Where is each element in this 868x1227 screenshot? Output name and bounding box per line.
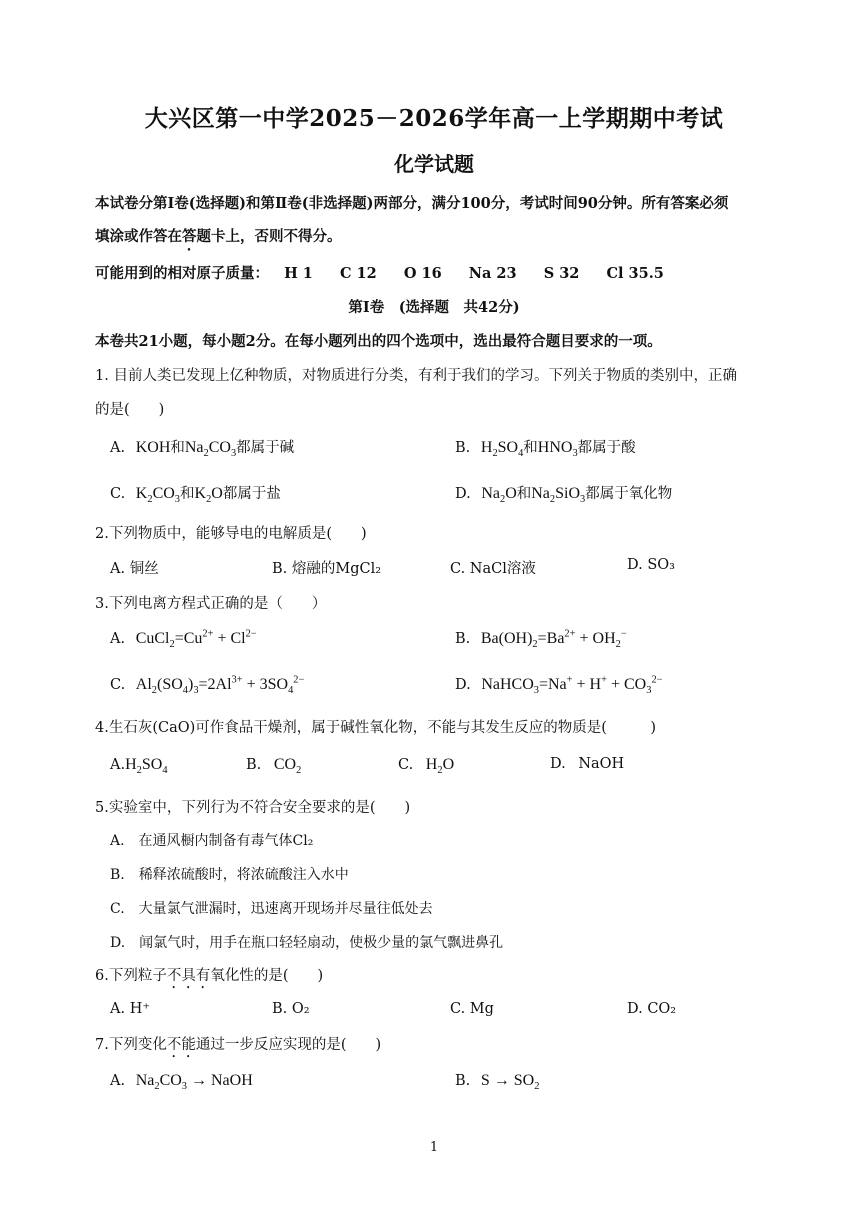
q1-stem-line2: 的是( ) [95, 402, 165, 418]
formula-na2sio3: $Na_2SiO_3$ [531, 485, 586, 506]
page-number: 1 [429, 1140, 439, 1155]
q5-option-a: A. 在通风橱内制备有毒气体Cl₂ [110, 833, 314, 849]
formula-k2o: $K_2O$ [194, 485, 223, 506]
q4-option-d: D. NaOH [550, 756, 625, 772]
q6-option-c: C. Mg [450, 1001, 494, 1017]
q2-option-a: A. 铜丝 [110, 561, 159, 577]
q5-stem: 5.实验室中，下列行为不符合安全要求的是( ) [95, 800, 411, 816]
section1-heading: 第Ⅰ卷 (选择题 共42分) [348, 299, 520, 316]
formula-h2o: $H_2O$ [425, 756, 455, 777]
formula-na2co3: $Na_2CO_3$ [184, 439, 237, 460]
reaction-na2co3-naoh: $Na_2CO_3$ → NaOH [135, 1072, 253, 1093]
q6-option-a: A. H⁺ [110, 1001, 150, 1017]
q2-option-b: B. 熔融的MgCl₂ [272, 561, 382, 577]
q4-option-c: C. $H_2O$ [398, 756, 455, 777]
q5-option-d: D. 闻氯气时，用手在瓶口轻轻扇动，使极少量的氯气飘进鼻孔 [110, 935, 504, 951]
q3-option-a: A. $CuCl_2=Cu^{2+} + Cl^{2-}$ [110, 628, 257, 651]
formula-na2o: $Na_2O$ [481, 485, 517, 506]
q6-stem: 6.下列粒子不具有氧化性的是( ) [95, 968, 324, 984]
q1-stem-line1: 1. 目前人类已发现上亿种物质，对物质进行分类，有利于我们的学习。下列关于物质的类别中，正确 [95, 368, 737, 384]
q1-option-a: A. KOH和$Na_2CO_3$都属于碱 [110, 439, 295, 460]
formula-h2so4: $H_2SO_4$ [480, 439, 524, 460]
q3-stem: 3.下列电离方程式正确的是（ ） [95, 596, 327, 612]
exam-subtitle: 化学试题 [394, 152, 474, 176]
q4-stem: 4.生石灰(CaO)可作食品干燥剂，属于碱性氧化物，不能与其发生反应的物质是( ) [95, 720, 657, 736]
q1-option-b: B. $H_2SO_4$和$HNO_3$都属于酸 [455, 439, 636, 460]
q3-option-b: B. $Ba(OH)_2=Ba^{2+} + OH_2^-$ [455, 628, 627, 651]
equation-al2so43: $Al_2(SO_4)_3=2Al^{3+} + 3SO_4^{2-}$ [135, 674, 305, 697]
reaction-s-so2: $S \to SO_2$ [480, 1072, 540, 1093]
equation-nahco3: NaHCO$_3$=Na+ + $H^+ + CO_3^{2-}$ [481, 674, 663, 697]
q7-option-a: A. $Na_2CO_3$ → NaOH [110, 1072, 253, 1093]
q2-option-d: D. SO₃ [627, 557, 675, 573]
q3-option-c: C. $Al_2(SO_4)_3=2Al^{3+} + 3SO_4^{2-}$ [110, 674, 305, 697]
q6-option-d: D. CO₂ [627, 1001, 677, 1017]
formula-k2co3: $K_2CO_3$ [135, 485, 180, 506]
instructions-line1: 本试卷分第Ⅰ卷(选择题)和第Ⅱ卷(非选择题)两部分，满分100分，考试时间90分钟。所有答案必须 [95, 195, 729, 212]
q6-option-b: B. O₂ [272, 1001, 310, 1017]
exam-title: 大兴区第一中学2025－2026学年高一上学期期中考试 [144, 105, 724, 132]
formula-h2so4: $H_2SO_4$ [125, 756, 168, 777]
q2-stem: 2.下列物质中，能够导电的电解质是( ) [95, 526, 367, 542]
q3-option-d: D. NaHCO$_3$=Na+ + $H^+ + CO_3^{2-}$ [455, 674, 663, 697]
formula-co2: $CO_2$ [273, 756, 302, 777]
q7-stem: 7.下列变化不能通过一步反应实现的是( ) [95, 1037, 382, 1053]
equation-baoh2: $Ba(OH)_2=Ba^{2+} + OH_2^-$ [480, 628, 627, 651]
q7-option-b: B. $S \to SO_2$ [455, 1072, 540, 1093]
atomic-masses: 可能用到的相对原子质量： H 1 C 12 O 16 Na 23 S 32 Cl 35.5 [95, 265, 664, 282]
q5-option-c: C. 大量氯气泄漏时，迅速离开现场并尽量往低处去 [110, 901, 433, 917]
instructions-line2: 填涂或作答在答题卡上，否则不得分。 [95, 228, 342, 245]
q4-option-b: B. $CO_2$ [246, 756, 302, 777]
q2-option-c: C. NaCl溶液 [450, 561, 536, 577]
q1-option-d: D. $Na_2O$和$Na_2SiO_3$都属于氧化物 [455, 485, 673, 506]
section1-note: 本卷共21小题，每小题2分。在每小题列出的四个选项中，选出最符合题目要求的一项。 [95, 333, 662, 350]
formula-hno3: $HNO_3$ [537, 439, 578, 460]
equation-cucl2: $CuCl_2=Cu^{2+} + Cl^{2-}$ [135, 628, 257, 651]
q1-option-c: C. $K_2CO_3$和$K_2O$都属于盐 [110, 485, 281, 506]
q4-option-a: $A.H_2SO_4$ [110, 756, 168, 777]
q5-option-b: B. 稀释浓硫酸时，将浓硫酸注入水中 [110, 867, 349, 883]
